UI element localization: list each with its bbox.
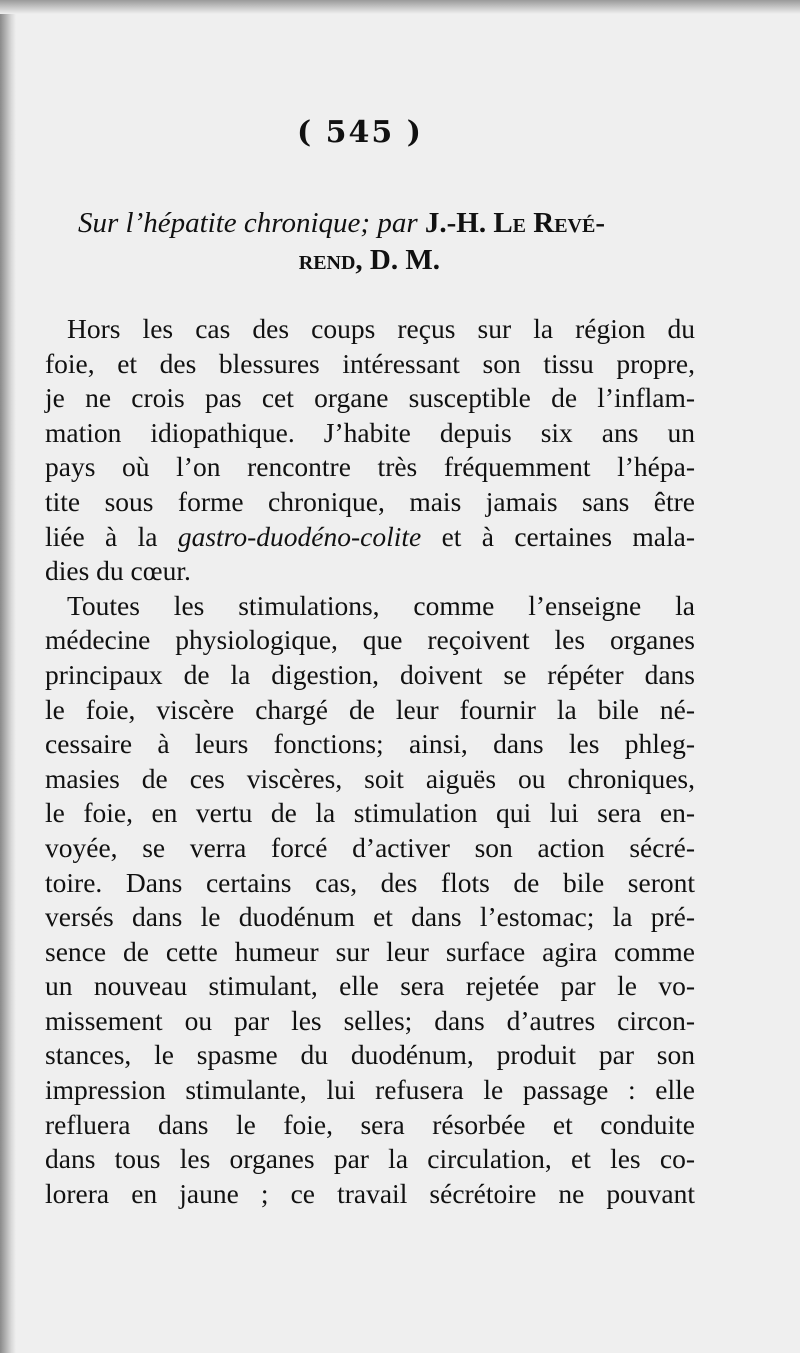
page-edge-shadow: [0, 0, 16, 1353]
text-line: missement ou par les selles; dans d’autres circon-: [45, 1004, 695, 1036]
text-line: foie, et des blessures intéressant son tissu propre,: [45, 347, 695, 379]
text-line: versés dans le duodénum et dans l’estomac; la pré-: [45, 901, 695, 933]
text-line: voyée, se verra forcé d’activer son action sécré-: [45, 831, 695, 863]
text-fragment: et à certaines mala-: [441, 520, 696, 552]
text-line: le foie, viscère chargé de leur fournir la bile né-: [45, 693, 695, 725]
page-top-shadow: [0, 0, 800, 14]
text-line: pays où l’on rencontre très fréquemment l’hépa-: [45, 451, 695, 483]
text-line: médecine physiologique, que reçoivent les organes: [45, 624, 695, 656]
italic-term: gastro-duodéno-colite: [177, 520, 422, 552]
text-line: refluera dans le foie, sera résorbée et conduite: [45, 1108, 695, 1140]
text-line: je ne crois pas cet organe susceptible de l’inflam-: [45, 382, 695, 414]
article-body: [45, 312, 695, 1211]
page-number: ( 545 ): [297, 115, 423, 150]
text-line: sence de cette humeur sur leur surface agira comme: [45, 935, 695, 967]
text-line: le foie, en vertu de la stimulation qui lui sera en-: [45, 797, 695, 829]
text-line: stances, le spasme du duodénum, produit par son: [45, 1039, 695, 1071]
title-author: J.-H. Le Revé-: [424, 207, 605, 239]
text-line-mixed: [45, 520, 695, 555]
text-line: tite sous forme chronique, mais jamais sans être: [45, 485, 695, 517]
text-line: principaux de la digestion, doivent se répéter dans: [45, 658, 695, 690]
text-line: dans tous les organes par la circulation, et les co-: [45, 1143, 695, 1175]
text-line: mation idiopathique. J’habite depuis six ans un: [45, 416, 695, 448]
text-line: masies de ces viscères, soit aiguës ou chroniques,: [45, 762, 695, 794]
text-line: impression stimulante, lui refusera le passage : elle: [45, 1074, 695, 1106]
paragraph-2: [45, 589, 695, 1212]
article-title: [78, 205, 658, 279]
text-fragment: liée à la: [45, 520, 158, 552]
text-line: Toutes les stimulations, comme l’enseigne la: [67, 589, 695, 621]
text-line: un nouveau stimulant, elle sera rejetée par le vo-: [45, 970, 695, 1002]
text-line: lorera en jaune ; ce travail sécrétoire ne pouvant: [45, 1177, 695, 1209]
paragraph-1: [45, 312, 695, 589]
text-line: toire. Dans certains cas, des flots de bile seront: [45, 866, 695, 898]
title-subject: Sur l’hépatite chronique; par: [78, 207, 418, 239]
text-line: cessaire à leurs fonctions; ainsi, dans les phleg-: [45, 728, 695, 760]
text-line: Hors les cas des coups reçus sur la région du: [67, 313, 695, 344]
text-line: dies du cœur.: [45, 555, 191, 587]
title-line-2: rend, D. M.: [298, 244, 440, 276]
